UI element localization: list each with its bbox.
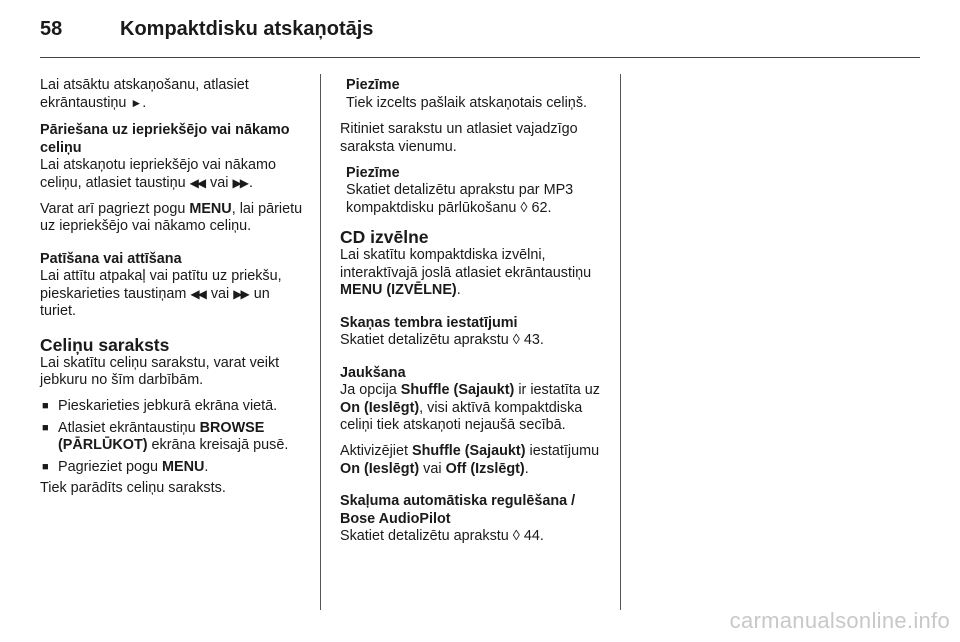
prev-next-heading: Pāriešana uz iepriekšējo vai nākamo celiņu <box>40 122 290 156</box>
seek-paragraph: Lai attītu atpakaļ vai patītu uz priekšu, pieskarieties taustiņam ◀◀ vai ▶▶ un turiet. <box>40 268 282 319</box>
column-divider-left <box>320 74 321 610</box>
bullet-icon: ■ <box>42 421 49 434</box>
note-text: Tiek izcelts pašlaik atskaņotais celiņš. <box>346 94 588 111</box>
note-mp3: Piezīme Skatiet detalizētu aprakstu par MP3 kompaktdisku pārlūkošanu ◊ 62. <box>340 165 608 218</box>
previous-track-icon: ◀◀ <box>189 175 205 190</box>
volume-paragraph: Skatiet detalizētu aprakstu ◊ 44. <box>340 528 544 544</box>
tracklist-options <box>40 398 308 476</box>
column-middle <box>340 77 608 554</box>
note-title: Piezīme <box>346 164 400 181</box>
column-left <box>40 77 308 506</box>
page-reference-icon: ◊ <box>512 528 520 544</box>
tracklist-heading: Celiņu saraksts <box>40 334 170 355</box>
cd-menu-paragraph: Lai skatītu kompaktdiska izvēlni, interaktīvajā joslā atlasiet ekrāntaustiņu MENU (IZVĒLNE). <box>340 247 592 298</box>
note-title: Piezīme <box>346 77 400 93</box>
next-track-icon: ▶▶ <box>233 286 248 301</box>
previous-track-icon: ◀◀ <box>190 286 205 301</box>
page-reference[interactable]: 43. <box>523 332 544 348</box>
menu-knob-paragraph: Varat arī pagriezt pogu MENU, lai pārietu uz iepriekšējo vai nākamo celiņu. <box>40 200 303 234</box>
select-paragraph: Ritiniet sarakstu un atlasiet vajadzīgo saraksta vienumu. <box>340 121 578 155</box>
seek-heading: Patīšana vai attīšana <box>40 250 182 267</box>
bullet-icon: ■ <box>42 460 49 473</box>
next-track-icon: ▶▶ <box>232 175 247 190</box>
intro-paragraph: Lai atsāktu atskaņošanu, atlasiet ekrāntaustiņu ►. <box>40 77 249 111</box>
bullet-icon: ■ <box>42 400 49 412</box>
watermark: carmanualsonline.info <box>729 608 950 633</box>
page-reference-icon: ◊ <box>512 332 520 348</box>
page-title: Kompaktdisku atskaņotājs <box>120 18 374 40</box>
page-header <box>40 18 920 62</box>
tone-paragraph: Skatiet detalizētu aprakstu ◊ 43. <box>340 332 544 348</box>
list-item: ■ Pagrieziet pogu MENU. <box>42 458 209 475</box>
prev-next-paragraph: Lai atskaņotu iepriekšējo vai nākamo celiņu, atlasiet taustiņu ◀◀ vai ▶▶ . <box>40 157 276 191</box>
tone-heading: Skaņas tembra iestatījumi <box>340 314 518 331</box>
tracklist-result: Tiek parādīts celiņu saraksts. <box>40 480 226 496</box>
page-reference[interactable]: 44. <box>523 528 544 544</box>
volume-heading: Skaļuma automātiska regulēšana / Bose AudioPilot <box>340 493 576 527</box>
cd-menu-heading: CD izvēlne <box>340 227 429 247</box>
column-divider-right <box>620 74 621 610</box>
play-icon: ► <box>130 95 143 110</box>
shuffle-heading: Jaukšana <box>340 364 406 381</box>
header-divider <box>40 57 920 58</box>
page-number: 58 <box>40 18 63 40</box>
tracklist-intro: Lai skatītu celiņu sarakstu, varat veikt jebkuru no šīm darbībām. <box>40 354 280 388</box>
shuffle-paragraph: Ja opcija Shuffle (Sajaukt) ir iestatīta uz On (Ieslēgt), visi aktīvā kompaktdiska celiņi tiek atskaņoti nejaušā secībā. <box>340 382 600 433</box>
page-reference-icon: ◊ <box>520 199 528 216</box>
list-item: ■ Atlasiet ekrāntaustiņu BROWSE (PĀRLŪKOT) ekrāna kreisajā pusē. <box>42 419 289 453</box>
note-highlight <box>340 77 608 112</box>
page-reference[interactable]: 62. <box>531 199 552 216</box>
list-item: ■ Pieskarieties jebkurā ekrāna vietā. <box>42 398 278 414</box>
shuffle-activate-paragraph: Aktivizējiet Shuffle (Sajaukt) iestatījumu On (Ieslēgt) vai Off (Izslēgt). <box>340 443 600 477</box>
